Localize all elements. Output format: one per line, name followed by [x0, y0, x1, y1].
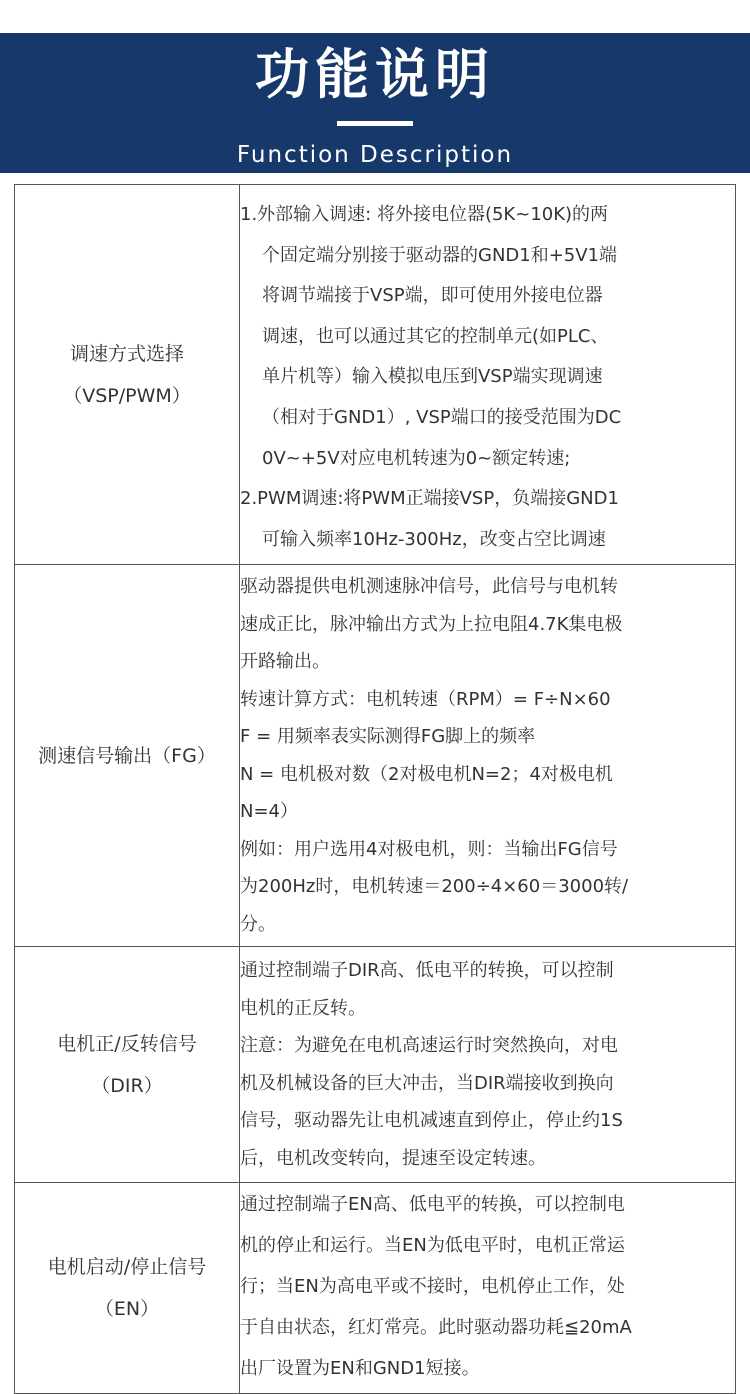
- desc-line: 可输入频率10Hz-300Hz，改变占空比调速: [262, 528, 606, 550]
- desc-line: （相对于GND1）, VSP端口的接受范围为DC: [262, 406, 622, 428]
- table-row: [15, 1183, 736, 1394]
- desc-line: 分。: [240, 913, 276, 935]
- desc-line: 机的停止和运行。当EN为低电平时，电机正常运: [240, 1235, 625, 1257]
- desc-line: 注意：为避免在电机高速运行时突然换向，对电: [240, 1035, 618, 1057]
- table-row: [15, 185, 736, 565]
- row-description: [240, 947, 736, 1183]
- row-description: [240, 1183, 736, 1394]
- label-line: 测速信号输出（FG）: [38, 744, 216, 767]
- row-label: [15, 185, 240, 565]
- desc-line: 出厂设置为EN和GND1短接。: [240, 1358, 480, 1380]
- label-line: （EN）: [94, 1298, 160, 1321]
- table-row: [15, 565, 736, 947]
- desc-line: 2.PWM调速:将PWM正端接VSP，负端接GND1: [240, 488, 619, 510]
- desc-line: 驱动器提供电机测速脉冲信号，此信号与电机转: [240, 576, 618, 598]
- desc-line: 0V~+5V对应电机转速为0~额定转速;: [262, 447, 571, 469]
- page-title: 功能说明: [255, 43, 495, 106]
- desc-line: 开路输出。: [240, 651, 330, 673]
- desc-line: 1.外部输入调速: 将外接电位器(5K~10K)的两: [240, 204, 609, 225]
- title-underline: [337, 121, 413, 126]
- desc-line: 机及机械设备的巨大冲击，当DIR端接收到换向: [240, 1072, 614, 1094]
- desc-line: 调速，也可以通过其它的控制单元(如PLC、: [262, 325, 609, 347]
- desc-line: 例如：用户选用4对极电机，则：当输出FG信号: [240, 838, 618, 860]
- desc-line: 后，电机改变转向，提速至设定转速。: [240, 1147, 546, 1169]
- desc-line: 将调节端接于VSP端，即可使用外接电位器: [262, 285, 603, 307]
- desc-line: 通过控制端子DIR高、低电平的转换，可以控制: [240, 960, 614, 982]
- label-line: 电机启动/停止信号: [47, 1256, 207, 1279]
- header-banner: [0, 33, 750, 173]
- desc-line: 速成正比，脉冲输出方式为上拉电阻4.7K集电极: [240, 613, 623, 635]
- desc-line: N=4）: [240, 801, 298, 823]
- desc-line: 为200Hz时，电机转速＝200÷4×60＝3000转/: [240, 876, 629, 898]
- function-table: [14, 184, 736, 1394]
- label-line: （DIR）: [91, 1074, 163, 1097]
- desc-line: 通过控制端子EN高、低电平的转换，可以控制电: [240, 1194, 625, 1216]
- row-label: [15, 947, 240, 1183]
- desc-line: 行；当EN为高电平或不接时，电机停止工作，处: [240, 1276, 625, 1298]
- desc-line: 单片机等）输入模拟电压到VSP端实现调速: [262, 366, 603, 388]
- row-label: [15, 565, 240, 947]
- row-description: [240, 565, 736, 947]
- desc-line: 于自由状态，红灯常亮。此时驱动器功耗≦20mA: [240, 1317, 632, 1339]
- table-row: [15, 947, 736, 1183]
- desc-line: N = 电机极对数（2对极电机N=2；4对极电机: [240, 763, 613, 785]
- label-line: 电机正/反转信号: [57, 1032, 197, 1055]
- desc-line: 电机的正反转。: [240, 997, 366, 1019]
- desc-line: F = 用频率表实际测得FG脚上的频率: [240, 726, 536, 748]
- desc-line: 个固定端分别接于驱动器的GND1和+5V1端: [262, 244, 618, 266]
- row-description: [240, 185, 736, 565]
- desc-line: 信号，驱动器先让电机减速直到停止，停止约1S: [240, 1110, 623, 1132]
- label-line: 调速方式选择: [69, 342, 184, 365]
- label-line: （VSP/PWM）: [63, 384, 191, 407]
- desc-line: 转速计算方式：电机转速（RPM）= F÷N×60: [240, 688, 611, 710]
- page-subtitle: Function Description: [236, 142, 514, 168]
- row-label: [15, 1183, 240, 1394]
